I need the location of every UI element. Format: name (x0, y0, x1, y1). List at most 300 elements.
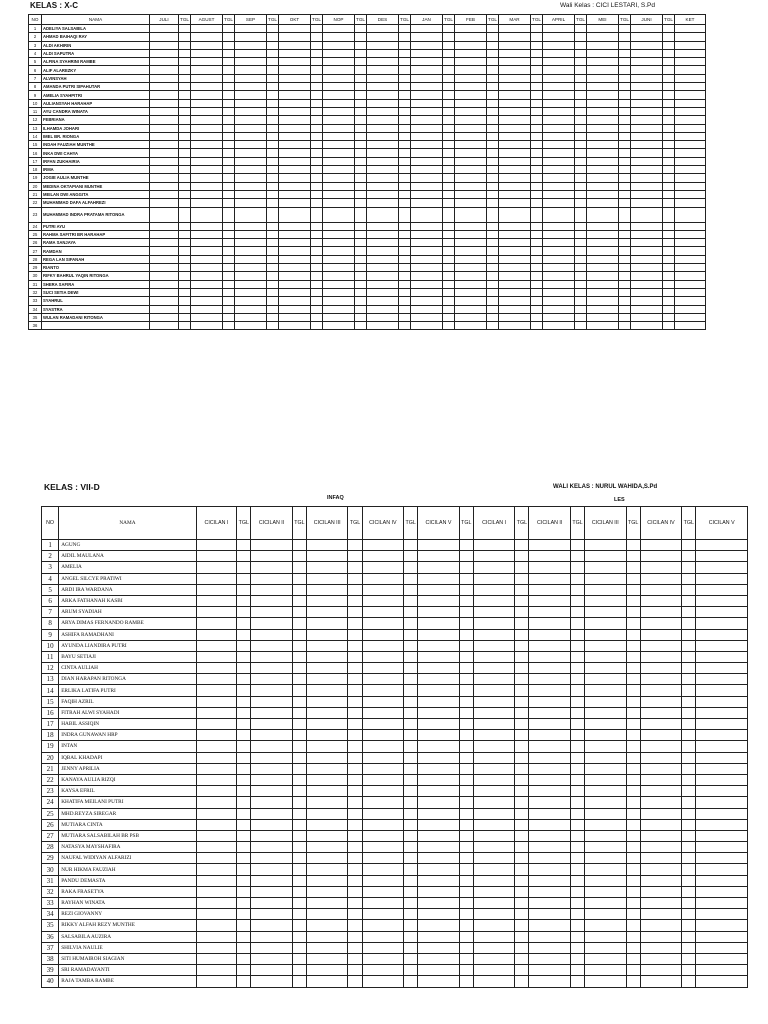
empty-cell (235, 255, 267, 263)
table-row (29, 255, 706, 263)
empty-cell (663, 83, 675, 91)
empty-cell (640, 674, 681, 685)
empty-cell (663, 322, 675, 330)
empty-cell (443, 230, 455, 238)
empty-cell (575, 107, 587, 115)
empty-cell (626, 663, 640, 674)
empty-cell (619, 91, 631, 99)
empty-cell (223, 49, 235, 57)
empty-cell (585, 864, 626, 875)
empty-cell (499, 247, 531, 255)
empty-cell (418, 976, 459, 987)
empty-cell (473, 540, 514, 551)
student-name: MUTIARA SALSABILAH BR PSB (59, 830, 197, 841)
empty-cell (473, 584, 514, 595)
empty-cell (631, 132, 663, 140)
empty-cell (631, 305, 663, 313)
empty-cell (196, 595, 236, 606)
empty-cell (663, 166, 675, 174)
empty-cell (150, 182, 179, 190)
empty-cell (529, 830, 570, 841)
table-row (42, 707, 748, 718)
student-name: IMEL BR. RIONGA (42, 132, 150, 140)
empty-cell (404, 640, 418, 651)
empty-cell (626, 786, 640, 797)
row-number: 15 (42, 696, 59, 707)
row-number: 3 (42, 562, 59, 573)
empty-cell (487, 182, 499, 190)
empty-cell (348, 853, 362, 864)
student-name: SYAHRUL (42, 297, 150, 305)
empty-cell (362, 830, 403, 841)
empty-cell (235, 58, 267, 66)
empty-cell (404, 741, 418, 752)
empty-cell (543, 33, 575, 41)
empty-cell (362, 853, 403, 864)
empty-cell (543, 264, 575, 272)
empty-cell (235, 149, 267, 157)
class-xc-title: KELAS : X-C (30, 1, 78, 10)
empty-cell (443, 255, 455, 263)
student-name: SITI HUMAIROH SIAGIAN (59, 953, 197, 964)
empty-cell (487, 157, 499, 165)
empty-cell (348, 696, 362, 707)
empty-cell (675, 91, 706, 99)
empty-cell (531, 25, 543, 33)
table-row (42, 651, 748, 662)
empty-cell (355, 297, 367, 305)
empty-cell (515, 830, 529, 841)
row-number: 8 (29, 83, 42, 91)
empty-cell (251, 786, 292, 797)
empty-cell (367, 141, 399, 149)
empty-cell (587, 313, 619, 321)
empty-cell (251, 573, 292, 584)
empty-cell (529, 875, 570, 886)
empty-cell (237, 629, 251, 640)
column-header: TGL (292, 507, 306, 540)
empty-cell (682, 651, 696, 662)
empty-cell (418, 965, 459, 976)
empty-cell (587, 58, 619, 66)
empty-cell (237, 920, 251, 931)
empty-cell (411, 149, 443, 157)
empty-cell (362, 674, 403, 685)
empty-cell (279, 264, 311, 272)
empty-cell (292, 730, 306, 741)
empty-cell (682, 685, 696, 696)
empty-cell (585, 853, 626, 864)
empty-cell (404, 752, 418, 763)
empty-cell (663, 91, 675, 99)
empty-cell (443, 247, 455, 255)
column-header: DES (367, 15, 399, 25)
empty-cell (348, 640, 362, 651)
empty-cell (411, 25, 443, 33)
empty-cell (626, 931, 640, 942)
empty-cell (587, 255, 619, 263)
empty-cell (531, 190, 543, 198)
empty-cell (367, 132, 399, 140)
empty-cell (362, 696, 403, 707)
empty-cell (675, 49, 706, 57)
empty-cell (631, 149, 663, 157)
empty-cell (640, 931, 681, 942)
empty-cell (531, 297, 543, 305)
empty-cell (575, 222, 587, 230)
empty-cell (585, 629, 626, 640)
empty-cell (237, 909, 251, 920)
empty-cell (323, 322, 355, 330)
empty-cell (411, 107, 443, 115)
empty-cell (418, 707, 459, 718)
empty-cell (237, 730, 251, 741)
row-number: 15 (29, 141, 42, 149)
empty-cell (696, 584, 748, 595)
student-name: SALSABILA AUZIRA (59, 931, 197, 942)
table-row (42, 752, 748, 763)
empty-cell (237, 551, 251, 562)
empty-cell (631, 116, 663, 124)
empty-cell (626, 685, 640, 696)
empty-cell (619, 49, 631, 57)
empty-cell (306, 920, 347, 931)
empty-cell (323, 25, 355, 33)
empty-cell (150, 288, 179, 296)
table-row (29, 305, 706, 313)
student-name: NAUFAL WIDIYAN ALFARIZI (59, 853, 197, 864)
empty-cell (399, 305, 411, 313)
empty-cell (626, 629, 640, 640)
empty-cell (362, 886, 403, 897)
empty-cell (473, 842, 514, 853)
empty-cell (696, 953, 748, 964)
empty-cell (619, 322, 631, 330)
empty-cell (473, 730, 514, 741)
empty-cell (682, 898, 696, 909)
empty-cell (355, 239, 367, 247)
empty-cell (529, 595, 570, 606)
empty-cell (487, 264, 499, 272)
empty-cell (404, 573, 418, 584)
empty-cell (348, 674, 362, 685)
student-name: KHATIFA MEILANI PUTRI (59, 797, 197, 808)
empty-cell (570, 629, 584, 640)
empty-cell (399, 182, 411, 190)
empty-cell (529, 886, 570, 897)
empty-cell (529, 953, 570, 964)
empty-cell (411, 124, 443, 132)
empty-cell (223, 207, 235, 222)
row-number: 17 (42, 719, 59, 730)
empty-cell (455, 182, 487, 190)
column-header: TGL (570, 507, 584, 540)
empty-cell (626, 920, 640, 931)
row-number: 28 (42, 842, 59, 853)
empty-cell (150, 91, 179, 99)
empty-cell (515, 965, 529, 976)
empty-cell (235, 313, 267, 321)
student-name: INTAN (59, 741, 197, 752)
empty-cell (675, 166, 706, 174)
empty-cell (515, 707, 529, 718)
empty-cell (626, 651, 640, 662)
empty-cell (499, 66, 531, 74)
student-name: NUR HIKMA FAUZIAH (59, 864, 197, 875)
empty-cell (150, 83, 179, 91)
empty-cell (487, 107, 499, 115)
empty-cell (367, 313, 399, 321)
empty-cell (487, 305, 499, 313)
empty-cell (279, 58, 311, 66)
empty-cell (640, 584, 681, 595)
empty-cell (323, 174, 355, 182)
empty-cell (529, 741, 570, 752)
table-row (29, 166, 706, 174)
empty-cell (404, 551, 418, 562)
empty-cell (459, 898, 473, 909)
empty-cell (279, 288, 311, 296)
empty-cell (455, 264, 487, 272)
empty-cell (323, 272, 355, 280)
empty-cell (196, 976, 236, 987)
empty-cell (515, 864, 529, 875)
empty-cell (348, 953, 362, 964)
empty-cell (640, 741, 681, 752)
empty-cell (179, 182, 191, 190)
empty-cell (235, 288, 267, 296)
empty-cell (455, 255, 487, 263)
empty-cell (696, 595, 748, 606)
empty-cell (191, 313, 223, 321)
empty-cell (663, 264, 675, 272)
empty-cell (515, 886, 529, 897)
row-number: 7 (42, 607, 59, 618)
empty-cell (682, 752, 696, 763)
empty-cell (585, 562, 626, 573)
empty-cell (362, 931, 403, 942)
empty-cell (515, 808, 529, 819)
row-number: 12 (29, 116, 42, 124)
empty-cell (362, 651, 403, 662)
empty-cell (355, 74, 367, 82)
empty-cell (418, 595, 459, 606)
empty-cell (663, 124, 675, 132)
empty-cell (191, 33, 223, 41)
empty-cell (575, 99, 587, 107)
class-viid-payment-table (41, 506, 748, 988)
empty-cell (196, 909, 236, 920)
empty-cell (323, 132, 355, 140)
empty-cell (570, 931, 584, 942)
empty-cell (399, 66, 411, 74)
empty-cell (455, 199, 487, 207)
empty-cell (191, 207, 223, 222)
empty-cell (640, 819, 681, 830)
empty-cell (663, 132, 675, 140)
empty-cell (570, 808, 584, 819)
empty-cell (487, 149, 499, 157)
empty-cell (150, 149, 179, 157)
student-name: AULIANSYAH HARAHAP (42, 99, 150, 107)
empty-cell (455, 190, 487, 198)
student-name: AYU CANDRA WINATA (42, 107, 150, 115)
empty-cell (455, 132, 487, 140)
empty-cell (418, 808, 459, 819)
empty-cell (404, 976, 418, 987)
empty-cell (367, 322, 399, 330)
empty-cell (323, 199, 355, 207)
empty-cell (223, 247, 235, 255)
empty-cell (191, 199, 223, 207)
student-name: ADELIYA SALSABILA (42, 25, 150, 33)
empty-cell (443, 280, 455, 288)
empty-cell (418, 853, 459, 864)
empty-cell (487, 116, 499, 124)
empty-cell (292, 573, 306, 584)
empty-cell (355, 272, 367, 280)
empty-cell (179, 91, 191, 99)
column-header: CICILAN V (696, 507, 748, 540)
empty-cell (531, 149, 543, 157)
empty-cell (267, 239, 279, 247)
empty-cell (459, 573, 473, 584)
table-row (29, 239, 706, 247)
empty-cell (292, 864, 306, 875)
empty-cell (570, 584, 584, 595)
empty-cell (473, 931, 514, 942)
table-row (42, 540, 748, 551)
empty-cell (223, 157, 235, 165)
empty-cell (399, 288, 411, 296)
empty-cell (367, 280, 399, 288)
empty-cell (696, 819, 748, 830)
empty-cell (292, 607, 306, 618)
empty-cell (179, 149, 191, 157)
empty-cell (675, 124, 706, 132)
empty-cell (223, 297, 235, 305)
empty-cell (306, 886, 347, 897)
empty-cell (348, 663, 362, 674)
empty-cell (543, 255, 575, 263)
empty-cell (237, 875, 251, 886)
empty-cell (399, 124, 411, 132)
empty-cell (626, 965, 640, 976)
empty-cell (150, 33, 179, 41)
empty-cell (404, 618, 418, 629)
student-name: AHMAD BAIHAQI RAY (42, 33, 150, 41)
empty-cell (292, 774, 306, 785)
empty-cell (362, 618, 403, 629)
empty-cell (267, 132, 279, 140)
empty-cell (237, 573, 251, 584)
empty-cell (306, 931, 347, 942)
empty-cell (418, 551, 459, 562)
empty-cell (626, 562, 640, 573)
empty-cell (235, 99, 267, 107)
empty-cell (675, 182, 706, 190)
empty-cell (587, 141, 619, 149)
student-name: ALDI AKHIRIN (42, 41, 150, 49)
empty-cell (531, 132, 543, 140)
empty-cell (418, 629, 459, 640)
row-number: 13 (29, 124, 42, 132)
empty-cell (355, 58, 367, 66)
empty-cell (267, 83, 279, 91)
empty-cell (404, 842, 418, 853)
empty-cell (267, 313, 279, 321)
row-number: 14 (29, 132, 42, 140)
empty-cell (399, 166, 411, 174)
empty-cell (587, 264, 619, 272)
empty-cell (543, 49, 575, 57)
empty-cell (515, 663, 529, 674)
empty-cell (418, 640, 459, 651)
empty-cell (631, 107, 663, 115)
student-name: RAMDAN (42, 247, 150, 255)
empty-cell (619, 33, 631, 41)
table-row (29, 99, 706, 107)
empty-cell (696, 853, 748, 864)
empty-cell (696, 830, 748, 841)
empty-cell (570, 719, 584, 730)
student-name: DIAN HARAPAN RITONGA (59, 674, 197, 685)
empty-cell (515, 898, 529, 909)
empty-cell (626, 864, 640, 875)
column-header: NO (42, 507, 59, 540)
empty-cell (362, 774, 403, 785)
student-name: ALIF ALAREZKY (42, 66, 150, 74)
empty-cell (543, 66, 575, 74)
empty-cell (515, 730, 529, 741)
empty-cell (404, 819, 418, 830)
empty-cell (411, 166, 443, 174)
empty-cell (279, 124, 311, 132)
empty-cell (682, 696, 696, 707)
empty-cell (251, 741, 292, 752)
empty-cell (570, 562, 584, 573)
empty-cell (404, 786, 418, 797)
empty-cell (663, 207, 675, 222)
table-header-row (29, 15, 706, 25)
empty-cell (191, 157, 223, 165)
empty-cell (529, 651, 570, 662)
empty-cell (267, 149, 279, 157)
empty-cell (473, 719, 514, 730)
student-name (42, 322, 150, 330)
empty-cell (529, 640, 570, 651)
empty-cell (575, 41, 587, 49)
empty-cell (237, 707, 251, 718)
empty-cell (279, 49, 311, 57)
empty-cell (179, 33, 191, 41)
empty-cell (418, 786, 459, 797)
empty-cell (570, 730, 584, 741)
empty-cell (587, 199, 619, 207)
empty-cell (543, 91, 575, 99)
empty-cell (543, 182, 575, 190)
empty-cell (223, 272, 235, 280)
empty-cell (515, 719, 529, 730)
row-number: 19 (29, 174, 42, 182)
empty-cell (696, 741, 748, 752)
empty-cell (585, 797, 626, 808)
column-header: TGL (355, 15, 367, 25)
row-number: 27 (42, 830, 59, 841)
empty-cell (443, 132, 455, 140)
empty-cell (487, 41, 499, 49)
empty-cell (150, 207, 179, 222)
